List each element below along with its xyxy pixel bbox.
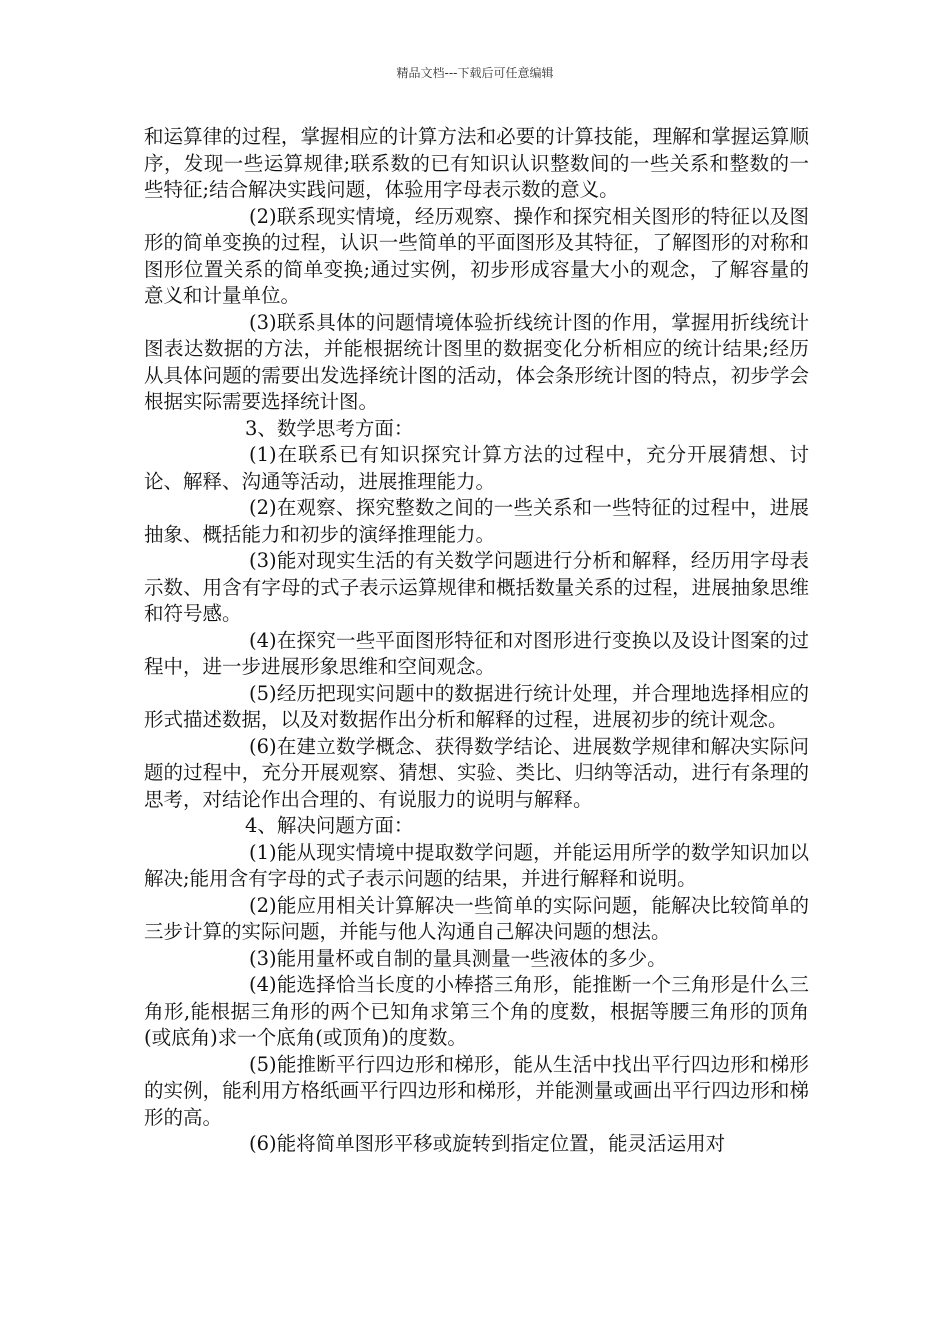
paragraph: (6)能将简单图形平移或旋转到指定位置，能灵活运用对 bbox=[249, 1132, 726, 1155]
document-body bbox=[144, 124, 809, 1158]
paragraph: (5)经历把现实问题中的数据进行统计处理，并合理地选择相应的形式描述数据，以及对数据作出分析和解释的过程，进展初步的统计观念。 bbox=[144, 681, 809, 731]
page-header: 精品文档---下载后可任意编辑 bbox=[396, 66, 554, 80]
paragraph: 和运算律的过程，掌握相应的计算方法和必要的计算技能，理解和掌握运算顺序，发现一些运算规律;联系数的已有知识认识整数间的一些关系和整数的一些特征;结合解决实践问题，体验用字母表示数的意义。 bbox=[144, 125, 809, 201]
section-heading: 4、解决问题方面： bbox=[245, 814, 414, 837]
paragraph: (6)在建立数学概念、获得数学结论、进展数学规律和解决实际问题的过程中，充分开展观察、猜想、实验、类比、归纳等活动，进行有条理的思考，对结论作出合理的、有说服力的说明与解释。 bbox=[144, 734, 809, 811]
paragraph: (1)能从现实情境中提取数学问题，并能运用所学的数学知识加以解决;能用含有字母的式子表示问题的结果，并进行解释和说明。 bbox=[144, 840, 809, 890]
paragraph: (2)能应用相关计算解决一些简单的实际问题，能解决比较简单的三步计算的实际问题，并能与他人沟通自己解决问题的想法。 bbox=[144, 893, 809, 943]
paragraph: (2)在观察、探究整数之间的一些关系和一些特征的过程中，进展抽象、概括能力和初步的演绎推理能力。 bbox=[144, 496, 809, 546]
paragraph: (5)能推断平行四边形和梯形，能从生活中找出平行四边形和梯形的实例，能利用方格纸画平行四边形和梯形，并能测量或画出平行四边形和梯形的高。 bbox=[144, 1052, 809, 1129]
paragraph: (3)能对现实生活的有关数学问题进行分析和解释，经历用字母表示数、用含有字母的式子表示运算规律和概括数量关系的过程，进展抽象思维和符号感。 bbox=[144, 549, 809, 625]
paragraph: (3)联系具体的问题情境体验折线统计图的作用，掌握用折线统计图表达数据的方法，并能根据统计图里的数据变化分析相应的统计结果;经历从具体问题的需要出发选择统计图的活动，体会条形统计图的特点，初步学会根据实际需要选择统计图。 bbox=[144, 310, 809, 413]
paragraph: (3)能用量杯或自制的量具测量一些液体的多少。 bbox=[249, 946, 667, 970]
paragraph: (4)能选择恰当长度的小棒搭三角形，能推断一个三角形是什么三角形,能根据三角形的两个已知角求第三个角的度数，根据等腰三角形的顶角(或底角)求一个底角(或顶角)的度数。 bbox=[144, 973, 809, 1049]
paragraph: (1)在联系已有知识探究计算方法的过程中，充分开展猜想、讨论、解释、沟通等活动，进展推理能力。 bbox=[144, 443, 809, 493]
section-heading: 3、数学思考方面： bbox=[245, 416, 414, 440]
paragraph: (2)联系现实情境，经历观察、操作和探究相关图形的特征以及图形的简单变换的过程，认识一些简单的平面图形及其特征，了解图形的对称和图形位置关系的简单变换;通过实例，初步形成容量大小的观念，了解容量的意义和计量单位。 bbox=[144, 204, 809, 307]
paragraph: (4)在探究一些平面图形特征和对图形进行变换以及设计图案的过程中，进一步进展形象思维和空间观念。 bbox=[144, 628, 809, 678]
